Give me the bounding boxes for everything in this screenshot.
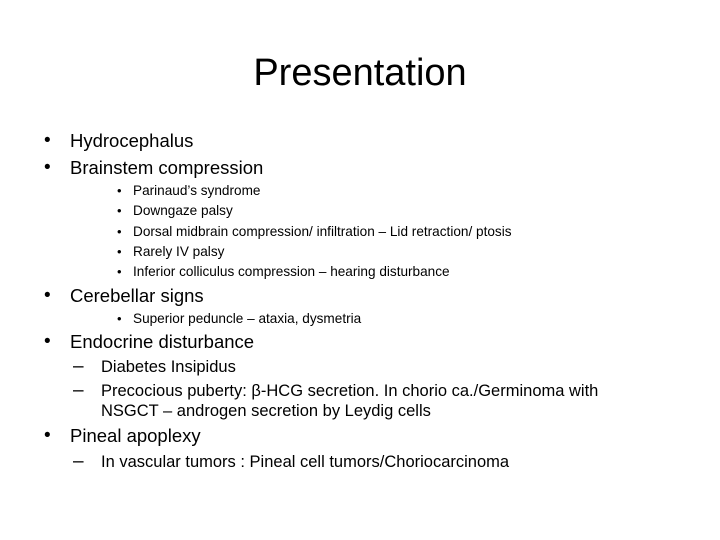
bullet-text: Inferior colliculus compression – hearing disturbance xyxy=(133,264,450,279)
sub-bullet-item xyxy=(117,263,450,280)
bullet-icon: • xyxy=(117,244,122,259)
bullet-icon: • xyxy=(44,285,51,306)
sub-bullet-item xyxy=(117,223,512,240)
bullet-text: Pineal apoplexy xyxy=(70,425,201,446)
dash-text: NSGCT – androgen secretion by Leydig cells xyxy=(101,402,431,420)
bullet-item-brainstem-compression xyxy=(44,157,264,179)
bullet-icon: • xyxy=(117,224,122,239)
slide-title: Presentation xyxy=(253,52,467,94)
bullet-icon: • xyxy=(44,331,51,352)
bullet-item-pineal-apoplexy xyxy=(44,425,201,447)
sub-bullet-item xyxy=(117,310,362,327)
bullet-text: Rarely IV palsy xyxy=(133,244,225,259)
bullet-text: Superior peduncle – ataxia, dysmetria xyxy=(133,311,362,326)
sub-bullet-item xyxy=(117,202,233,219)
sub-bullet-item xyxy=(117,182,261,199)
bullet-item-cerebellar-signs xyxy=(44,285,204,307)
bullet-icon: • xyxy=(44,157,51,178)
bullet-icon: • xyxy=(44,425,51,446)
bullet-icon: • xyxy=(117,311,122,326)
dash-text: In vascular tumors : Pineal cell tumors/Choriocarcinoma xyxy=(101,453,510,471)
dash-item-precocious-puberty xyxy=(73,380,599,401)
dash-text: Precocious puberty: β-HCG secretion. In chorio ca./Germinoma with xyxy=(101,382,599,400)
dash-icon: – xyxy=(73,356,84,377)
bullet-item-hydrocephalus xyxy=(44,130,194,152)
bullet-icon: • xyxy=(44,130,51,151)
dash-item-continuation xyxy=(101,401,431,421)
bullet-text: Parinaud’s syndrome xyxy=(133,183,261,198)
bullet-icon: • xyxy=(117,264,122,279)
bullet-text: Cerebellar signs xyxy=(70,285,204,306)
bullet-text: Endocrine disturbance xyxy=(70,331,255,352)
sub-bullet-item xyxy=(117,243,225,260)
dash-text: Diabetes Insipidus xyxy=(101,358,236,376)
bullet-text: Downgaze palsy xyxy=(133,203,233,218)
bullet-text: Brainstem compression xyxy=(70,157,264,178)
dash-icon: – xyxy=(73,380,84,401)
dash-item-diabetes-insipidus xyxy=(73,356,236,377)
bullet-icon: • xyxy=(117,183,122,198)
bullet-item-endocrine-disturbance xyxy=(44,331,255,353)
dash-item-vascular-tumors xyxy=(73,451,510,472)
bullet-icon: • xyxy=(117,203,122,218)
dash-icon: – xyxy=(73,451,84,472)
bullet-text: Hydrocephalus xyxy=(70,130,194,151)
bullet-text: Dorsal midbrain compression/ infiltration – Lid retraction/ ptosis xyxy=(133,224,512,239)
